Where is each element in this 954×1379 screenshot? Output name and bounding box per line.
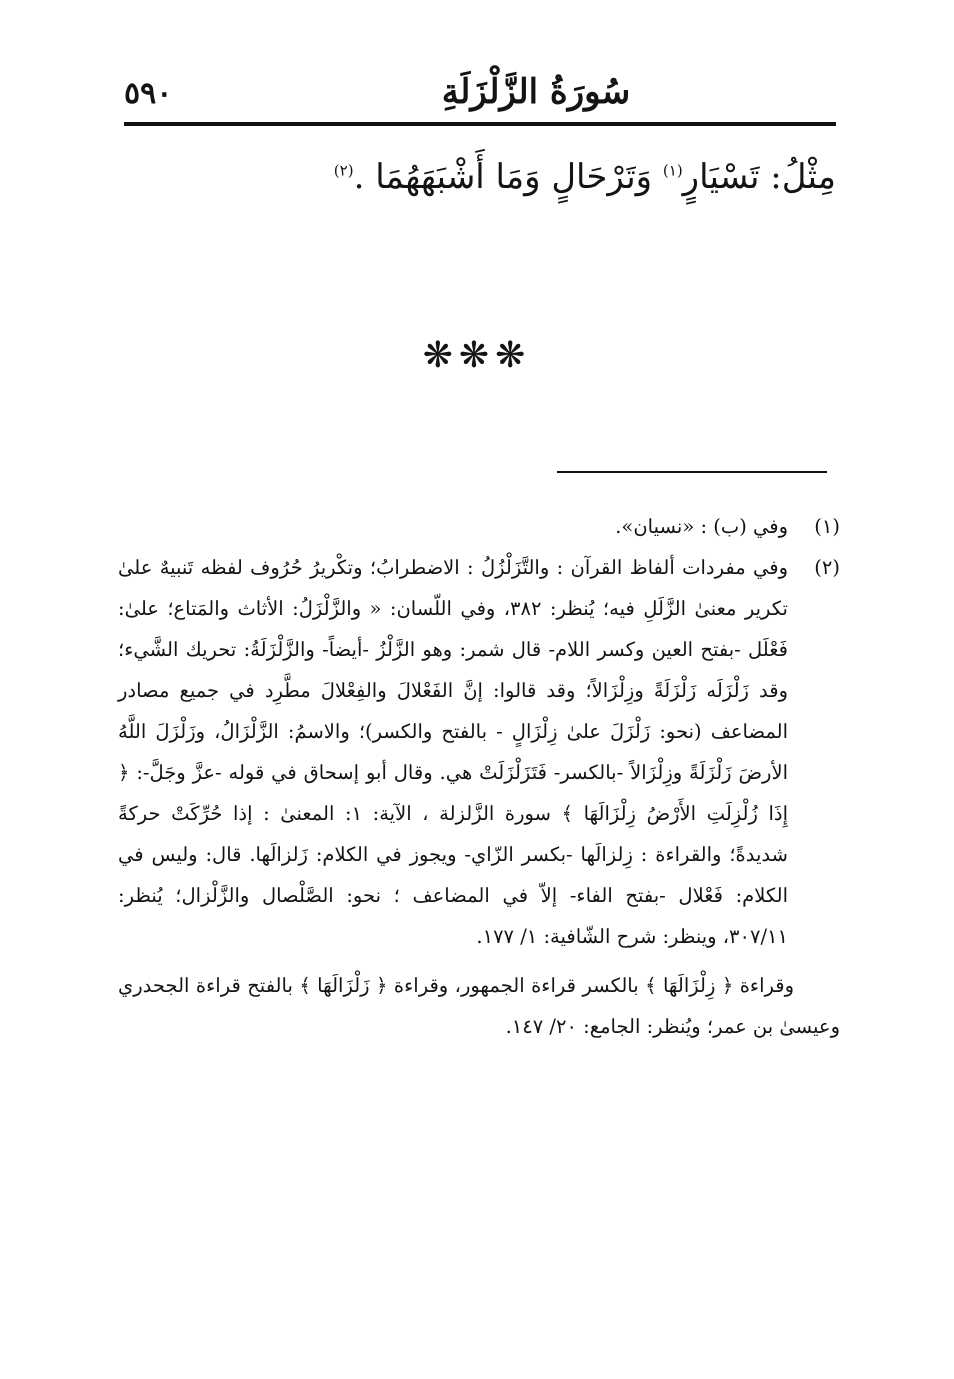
main-text-segment: مِثْلُ: تَسْيَارٍ <box>682 157 836 197</box>
footnote-text: وفي مفردات ألفاظ القرآن : والتَّزَلْزُلُ : الاضطرابُ؛ وتكْريرُ حُرُوف لفظه تَنبيهٌ علىٰ تكرير معنىٰ الزَّلَلِ فيه؛ يُنظر: ٣٨٢، وفي اللّسان: « والزَّلْزَلُ: الأثاث والمَتاع؛ علىٰ: فَعْلَل -بفتح العين وكسر اللام- قال شمر: وهو الزَّلْزُ -أيضاً- والزَّلْزَلَةُ: تحريك الشَّيء؛ وقد زَلْزَلَه زَلْزَلَةً وزِلْزَالاً؛ وقد قالوا: إنَّ الفَعْلالَ والفِعْلالَ مطَّرِد في جميع مصادر المضاعف (نحو: زَلْزَلَ علىٰ زِلْزَالٍ - بالفتح والكسر)؛ والاسمُ: الزَّلْزَالُ، وزَلْزَلَ اللَّهُ الأرضَ زَلْزَلَةً وزِلْزَالاً -بالكسر- فَتَزَلْزَلَتْ هي. وقال أبو إسحاق في قوله -عزَّ وجَلَّ-: ﴿ إِذَا زُلْزِلَتِ الأَرْضُ زِلْزَالَهَا ﴾ سورة الزَّلزلة ، الآية: ١: المعنىٰ : إذا حُرِّكَتْ حركةً شديدةً؛ والقراءة : زِلزالَها -بكسر الزّاي- ويجوز في الكلام: زَلزالَها. قال: وليس في الكلام: فَعْلال -بفتح الفاء- إلاّ في المضاعف ؛ نحو: الصَّلْصال والزَّلْزال؛ يُنظر: ٣٠٧/١١، وينظر: شرح الشّافية: ١/ ١٧٧. <box>118 556 788 948</box>
section-separator: ❋❋❋ <box>422 335 532 376</box>
main-text-line <box>124 150 836 204</box>
footnote-rule <box>557 471 827 473</box>
footnote-item <box>118 506 840 547</box>
footnote-continuation: وقراءة ﴿ زِلْزَالَهَا ﴾ بالكسر قراءة الجمهور، وقراءة ﴿ زَلْزَالَهَا ﴾ بالفتح قراءة الجحدري وعيسىٰ بن عمر؛ ويُنظر: الجامع: ٢٠/ ١٤٧. <box>118 974 840 1038</box>
footnote-text: وفي (ب) : «نسيان». <box>615 515 788 538</box>
footnotes <box>118 506 840 1047</box>
page-header <box>124 70 836 122</box>
surah-title: سُورَةُ الزَّلْزَلَةِ <box>441 72 631 112</box>
page-number: ٥٩٠ <box>124 76 173 111</box>
main-text-segment: وَتَرْحَالٍ وَمَا أَشْبَهَهُمَا . <box>353 157 663 197</box>
footnote-item <box>118 547 840 957</box>
footnote-reference[interactable]: (١) <box>662 161 683 180</box>
footnote-number: (٢) <box>814 556 840 579</box>
footnote-number: (١) <box>814 515 840 538</box>
footnote-reference[interactable]: (٢) <box>333 161 354 180</box>
header-rule <box>124 122 836 126</box>
